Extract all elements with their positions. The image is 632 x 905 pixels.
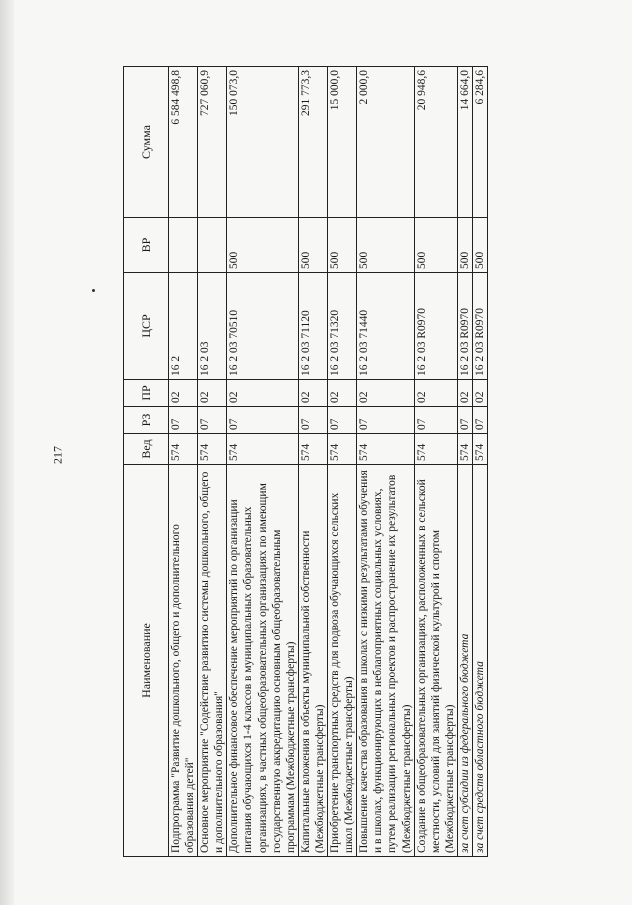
header-rz: РЗ	[124, 407, 169, 434]
cell-ved: 574	[198, 434, 227, 465]
cell-csr: 16 2 03 71120	[298, 273, 327, 380]
cell-name: Подпрограмма "Развитие дошкольного, общего и дополнительного образования детей"	[169, 465, 198, 857]
cell-pr: 02	[457, 380, 472, 407]
cell-name: Приобретение транспортных средств для подвоза обучающихся сельских школ (Межбюджетные трансферты)	[328, 465, 357, 857]
cell-name: Повышение качества образования в школах с низкими результатами обучения и в школах, функционирующих в неблагоприятных социальных условиях, путем реализации региональных проектов и распространение их результатов (Межбюджетные трансферты)	[357, 465, 414, 857]
cell-pr: 02	[227, 380, 298, 407]
cell-pr: 02	[198, 380, 227, 407]
cell-pr: 02	[169, 380, 198, 407]
cell-sum: 14 664,0	[457, 67, 472, 218]
cell-ved: 574	[227, 434, 298, 465]
budget-table	[123, 66, 488, 857]
header-csr: ЦСР	[124, 273, 169, 380]
cell-rz: 07	[198, 407, 227, 434]
table-row	[328, 67, 357, 857]
cell-rz: 07	[457, 407, 472, 434]
cell-rz: 07	[414, 407, 457, 434]
cell-name: Создание в общеобразовательных организациях, расположенных в сельской местности, условий для занятий физической культурой и спортом (Межбюджетные трансферты)	[414, 465, 457, 857]
header-ved: Вед	[124, 434, 169, 465]
table-row	[414, 67, 457, 857]
cell-rz: 07	[472, 407, 487, 434]
cell-ved: 574	[457, 434, 472, 465]
cell-sum: 291 773,3	[298, 67, 327, 218]
cell-rz: 07	[227, 407, 298, 434]
cell-csr: 16 2 03 71320	[328, 273, 357, 380]
cell-name: Капитальные вложения в объекты муниципальной собственности (Межбюджетные трансферты)	[298, 465, 327, 857]
table-row	[169, 67, 198, 857]
cell-ved: 574	[328, 434, 357, 465]
cell-csr: 16 2 03	[198, 273, 227, 380]
cell-sum: 2 000,0	[357, 67, 414, 218]
cell-ved: 574	[298, 434, 327, 465]
header-sum: Сумма	[124, 67, 169, 218]
table-row	[457, 67, 472, 857]
cell-vr	[198, 218, 227, 273]
cell-vr	[169, 218, 198, 273]
cell-pr: 02	[472, 380, 487, 407]
cell-rz: 07	[298, 407, 327, 434]
cell-ved: 574	[169, 434, 198, 465]
cell-csr: 16 2 03 71440	[357, 273, 414, 380]
cell-csr: 16 2	[169, 273, 198, 380]
cell-name: Основное мероприятие "Содействие развитию системы дошкольного, общего и дополнительного образования"	[198, 465, 227, 857]
header-pr: ПР	[124, 380, 169, 407]
page-number: 217	[50, 446, 65, 464]
cell-sum: 20 948,6	[414, 67, 457, 218]
cell-csr: 16 2 03 70510	[227, 273, 298, 380]
scan-speck	[92, 289, 95, 292]
cell-name: за счет средств областного бюджета	[472, 465, 487, 857]
cell-name: за счет субсидии из федерального бюджета	[457, 465, 472, 857]
cell-sum: 6 284,6	[472, 67, 487, 218]
cell-pr: 02	[357, 380, 414, 407]
cell-pr: 02	[414, 380, 457, 407]
cell-sum: 727 060,9	[198, 67, 227, 218]
cell-pr: 02	[328, 380, 357, 407]
table-row	[198, 67, 227, 857]
cell-name: Дополнительное финансовое обеспечение мероприятий по организации питания обучающихся 1-4 классов в муниципальных образовательных организациях, в частных общеобразовательных организациях по имеющим государственную аккредитацию основным общеобразовательным программам (Межбюджетные трансферты)	[227, 465, 298, 857]
cell-sum: 15 000,0	[328, 67, 357, 218]
rotated-table-container	[123, 67, 600, 857]
header-row	[124, 67, 169, 857]
cell-csr: 16 2 03 R0970	[457, 273, 472, 380]
cell-vr: 500	[328, 218, 357, 273]
cell-sum: 150 073,0	[227, 67, 298, 218]
cell-pr: 02	[298, 380, 327, 407]
table-row	[227, 67, 298, 857]
cell-vr: 500	[227, 218, 298, 273]
cell-rz: 07	[357, 407, 414, 434]
cell-vr: 500	[414, 218, 457, 273]
header-name: Наименование	[124, 465, 169, 857]
cell-ved: 574	[472, 434, 487, 465]
cell-vr: 500	[457, 218, 472, 273]
cell-csr: 16 2 03 R0970	[414, 273, 457, 380]
cell-vr: 500	[298, 218, 327, 273]
page-edge	[0, 0, 14, 905]
cell-rz: 07	[328, 407, 357, 434]
table-row	[472, 67, 487, 857]
cell-ved: 574	[414, 434, 457, 465]
cell-ved: 574	[357, 434, 414, 465]
cell-rz: 07	[169, 407, 198, 434]
cell-vr: 500	[357, 218, 414, 273]
table-row	[298, 67, 327, 857]
header-vr: ВР	[124, 218, 169, 273]
cell-csr: 16 2 03 R0970	[472, 273, 487, 380]
cell-sum: 6 584 498,8	[169, 67, 198, 218]
cell-vr: 500	[472, 218, 487, 273]
table-row	[357, 67, 414, 857]
